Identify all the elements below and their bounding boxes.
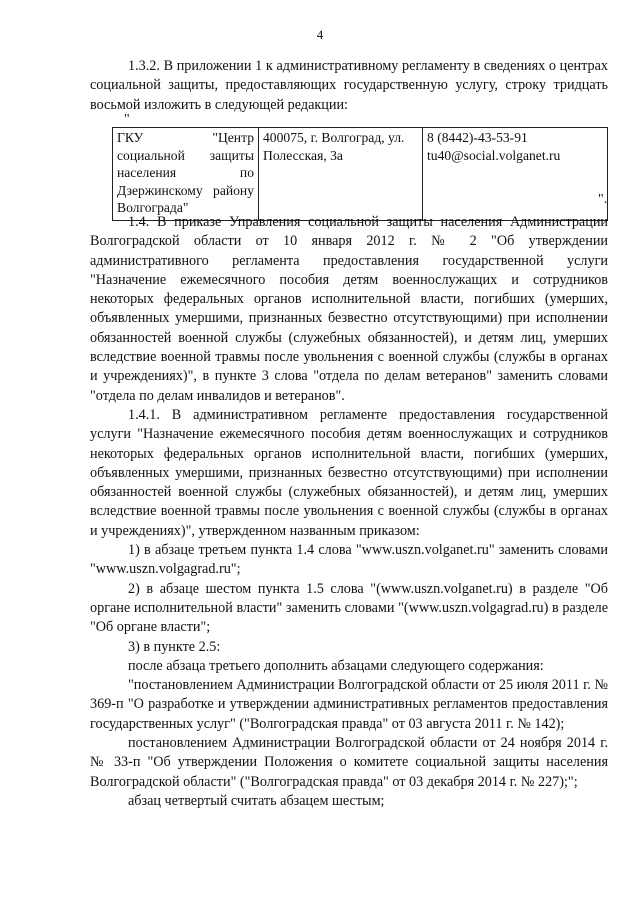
- center-address-cell: 400075, г. Волгоград, ул. Полесская, 3а: [259, 128, 423, 221]
- center-info-table: [112, 127, 608, 221]
- paragraph-last: абзац четвертый считать абзацем шестым;: [128, 792, 385, 809]
- quoted-paragraph-2: постановлением Администрации Волгоградской области от 24 ноября 2014 г. № 33-п "Об утверждении Положения о комитете социальной защиты населения Волгоградской области" ("Волгоградская правда" от 03 декабря 2014 г. № 227);";: [90, 735, 608, 790]
- paragraph-1-4-1: 1.4.1. В административном регламенте предоставления государственной услуги "Назначение ежемесячного пособия детям военнослужащих и сотрудников некоторых федеральных органов исполнительной власти, погибших (умерших, объявленных умершими, признанных безвестно отсутствующими) при исполнении обязанностей военной службы (служебных обязанностей), и детям лиц, умерших вследствие военной травмы после увольнения с военной службы (службы в органах и учреждениях)", утвержденном названным приказом:: [90, 406, 608, 539]
- page-number: 4: [316, 27, 324, 42]
- list-item-3: 3) в пункте 2.5:: [128, 638, 221, 655]
- body-block: [90, 213, 608, 811]
- paragraph-1-3-2: 1.3.2. В приложении 1 к административному регламенту в сведениях о центрах социальной защиты, предоставляющих государственную услугу, строку тридцать восьмой изложить в следующей редакции:: [90, 58, 608, 113]
- list-item-1: 1) в абзаце третьем пункта 1.4 слова "www.uszn.volganet.ru" заменить словами "www.uszn.volgagrad.ru";: [90, 542, 608, 578]
- opening-quote-mark: ": [124, 112, 130, 127]
- intro-block: [90, 57, 608, 115]
- center-contacts-cell: [423, 128, 608, 221]
- center-name-cell: ГКУ "Центр социальной защиты населения по Дзержинскому району Волгограда": [113, 128, 259, 221]
- center-email: tu40@social.volganet.ru: [427, 147, 561, 163]
- closing-quote-mark: ".: [598, 192, 608, 207]
- table-row: [113, 128, 608, 221]
- paragraph-1-4: 1.4. В приказе Управления социальной защиты населения Администрации Волгоградской области от 10 января 2012 г. № 2 "Об утверждении административного регламента предоставления государственной услуги "Назначение ежемесячного пособия детям военнослужащих и сотрудников некоторых федеральных органов исполнительной власти, погибших (умерших, объявленных умершими, признанных безвестно отсутствующими) при исполнении обязанностей военной службы (служебных обязанностей), и детям лиц, умерших вследствие военной травмы после увольнения с военной службы (службы в органах и учреждениях)", в пункте 3 слова "отдела по делам ветеранов" заменить словами "отдела по делам инвалидов и ветеранов".: [90, 214, 608, 404]
- paragraph-after-third: после абзаца третьего дополнить абзацами следующего содержания:: [128, 657, 544, 674]
- quoted-paragraph-1: "постановлением Администрации Волгоградской области от 25 июля 2011 г. № 369-п "О разработке и утверждении административных регламентов предоставления государственных услуг" ("Волгоградская правда" от 03 августа 2011 г. № 142);: [90, 677, 608, 732]
- list-item-2: 2) в абзаце шестом пункта 1.5 слова "(www.uszn.volganet.ru) в разделе "Об органе исполнительной власти" заменить словами "(www.uszn.volgagrad.ru) в разделе "Об органе власти";: [90, 580, 608, 636]
- center-phone: 8 (8442)-43-53-91: [427, 130, 528, 145]
